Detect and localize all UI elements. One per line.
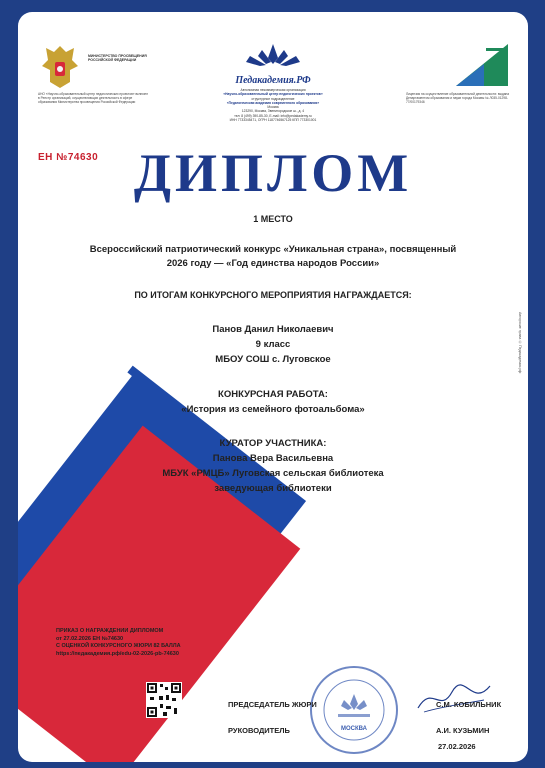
ministry-name: МИНИСТЕРСТВО ПРОСВЕЩЕНИЯ РОССИЙСКОЙ ФЕДЕРАЦИИ xyxy=(88,54,147,62)
head-label: РУКОВОДИТЕЛЬ xyxy=(228,726,290,735)
work-header: КОНКУРСНАЯ РАБОТА: xyxy=(218,389,328,400)
org-details xyxy=(198,88,348,122)
order-line4[interactable]: https://педакадемия.рф/edu-02-2026-pb-74630 xyxy=(56,650,179,657)
lotus-logo-icon xyxy=(244,42,302,68)
serial-number: ЕН №74630 xyxy=(38,152,99,163)
org-line4: «Педагогическая академия современного образования» xyxy=(226,100,320,105)
diploma-page xyxy=(18,12,528,762)
signature-icon xyxy=(414,678,494,718)
stamp-text: МОСКВА xyxy=(340,726,368,732)
winner-grade: 9 класс xyxy=(255,339,291,350)
org-line3: структурное подразделение xyxy=(251,96,295,101)
org-line1: Автономная некоммерческая организация xyxy=(240,88,306,92)
order-line2: от 27.02.2026 ЕН №74630 xyxy=(56,635,124,642)
winner-name: Панов Данил Николаевич xyxy=(212,324,334,335)
academy-header xyxy=(198,42,348,122)
logo-name: Педакадемия.РФ xyxy=(235,75,311,86)
chair-label: ПРЕДСЕДАТЕЛЬ ЖЮРИ xyxy=(228,700,317,709)
right-info-text: Лицензия на осуществление образовательной деятельности: выдана Департаментом образования и науки города Москвы № Л035-01298-77/00179346 xyxy=(406,92,510,104)
place: 1 МЕСТО xyxy=(253,214,293,224)
org-city: Москва xyxy=(267,105,279,110)
work-title: «История из семейного фотоальбома» xyxy=(181,404,365,415)
chair-name: С.М. КОБИЛЬНИК xyxy=(436,700,502,709)
org-phone: тел: 8 (499) 390-85-30, E-mail: info@pedakademy.ru xyxy=(234,113,312,118)
curator-name: Панова Вера Васильевна xyxy=(212,453,334,464)
official-stamp-icon xyxy=(308,664,400,756)
curator-block xyxy=(18,436,528,496)
curator-org: МБУК «РМЦБ» Луговская сельская библиотека xyxy=(162,468,384,479)
contest-line2: 2026 году — «Год единства народов России» xyxy=(166,258,380,269)
coat-of-arms-icon xyxy=(40,44,80,90)
qr-code-icon[interactable] xyxy=(146,682,182,718)
order-line1: ПРИКАЗ О НАГРАЖДЕНИИ ДИПЛОМОМ xyxy=(56,628,164,634)
copyright-vertical: Авторские права © Педакадемия.рф xyxy=(518,312,522,374)
curator-position: заведующая библиотеки xyxy=(214,483,332,494)
registry-logo-icon xyxy=(454,42,510,88)
contest-line1: Всероссийский патриотический конкурс «Уникальная страна», посвященный xyxy=(89,244,457,255)
winner-school: МБОУ СОШ с. Луговское xyxy=(215,354,331,365)
org-line2: «Научно-образовательный центр педагогических проектов» xyxy=(223,92,323,97)
order-info xyxy=(56,628,181,658)
work-block xyxy=(18,387,528,417)
curator-header: КУРАТОР УЧАСТНИКА: xyxy=(219,438,327,449)
winner-block xyxy=(18,322,528,367)
head-name: А.И. КУЗЬМИН xyxy=(436,726,490,735)
signature-date: 27.02.2026 xyxy=(438,742,476,751)
diploma-title: ДИПЛОМ xyxy=(133,143,413,203)
org-address: 123290, Москва, Звенигородское ш., д. 4 xyxy=(241,109,305,114)
order-line3: С ОЦЕНКОЙ КОНКУРСНОГО ЖЮРИ 82 БАЛЛА xyxy=(56,643,181,649)
left-info-text: АНО «Научно-образовательный центр педагогических проектов» включен в Реестр организаций, осуществляющих деятельность в сфере образования Министерства просвещения Российской Федерации xyxy=(38,92,148,104)
org-reg: ИНН 7733345471, ОГРН 1187746567125 КПП 773301001 xyxy=(229,118,317,123)
award-header: ПО ИТОГАМ КОНКУРСНОГО МЕРОПРИЯТИЯ НАГРАЖДАЕТСЯ: xyxy=(134,290,412,300)
contest-name xyxy=(48,243,498,271)
